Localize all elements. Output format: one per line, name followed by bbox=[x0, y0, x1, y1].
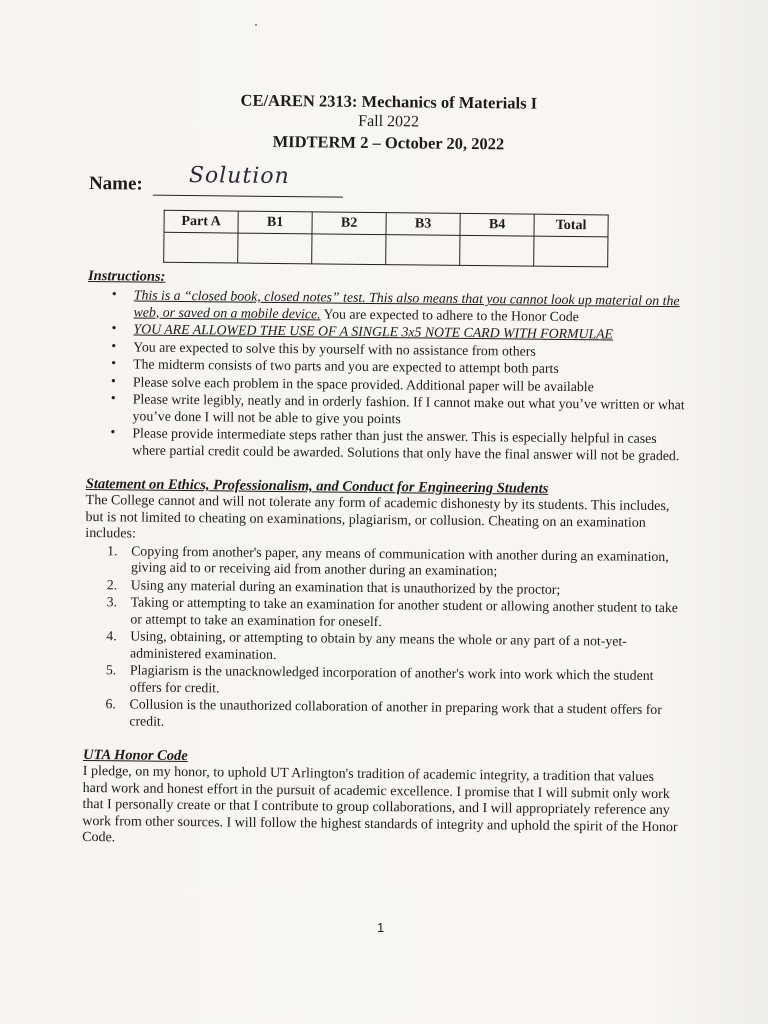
instruction-text: Please provide intermediate steps rather than just the answer. This is especially helpful in cases where partial credit could be awarded. Solutions that only have the final answer will not be graded. bbox=[132, 425, 680, 463]
ethics-item-text: Taking or attempting to take an examination for another student or allowing another student to take or attempt to take an examination for oneself. bbox=[130, 594, 678, 629]
instruction-item bbox=[132, 391, 684, 430]
page-content bbox=[82, 88, 688, 853]
ethics-item-number: 3. bbox=[106, 594, 118, 610]
score-cell-part-a[interactable] bbox=[164, 232, 238, 263]
course-title: CE/AREN 2313: Mechanics of Materials I bbox=[240, 90, 538, 113]
ethics-item bbox=[105, 662, 682, 701]
instructions-heading: Instructions: bbox=[87, 267, 166, 285]
ethics-item bbox=[105, 696, 681, 735]
instruction-text: You are expected to solve this by yourself with no assistance from others bbox=[133, 338, 536, 359]
name-row bbox=[89, 165, 687, 201]
score-col-b3: B3 bbox=[386, 213, 460, 236]
ethics-item-number: 6. bbox=[105, 696, 116, 712]
score-cell-total[interactable] bbox=[534, 236, 608, 267]
ethics-item-text: Using any material during an examination that is unauthorized by the proctor; bbox=[130, 576, 561, 597]
instruction-text: Please write legibly, neatly and in orderly fashion. If I cannot make out what you’ve written or what you’ve done I will not be able to give you points bbox=[132, 391, 685, 426]
ethics-item bbox=[106, 594, 682, 633]
score-table-value-row bbox=[164, 232, 608, 267]
score-cell-b4[interactable] bbox=[460, 235, 534, 266]
handwritten-name: Solution bbox=[188, 163, 290, 190]
ethics-item-number: 4. bbox=[106, 628, 117, 644]
ethics-heading: Statement on Ethics, Professionalism, and Conduct for Engineering Students bbox=[85, 475, 549, 497]
name-field[interactable] bbox=[153, 163, 343, 198]
score-table bbox=[163, 210, 609, 268]
name-label: Name: bbox=[88, 172, 143, 195]
score-col-b4: B4 bbox=[460, 213, 534, 236]
exam-title: MIDTERM 2 – October 20, 2022 bbox=[272, 131, 505, 154]
instruction-text: You are expected to adhere to the Honor Code bbox=[320, 305, 579, 324]
instruction-item bbox=[134, 287, 686, 326]
ethics-item bbox=[106, 628, 682, 667]
ethics-item-text: Plagiarism is the unacknowledged incorporation of another's work into work which the student offers for credit. bbox=[129, 662, 654, 695]
score-cell-b2[interactable] bbox=[312, 234, 386, 265]
honor-code-heading: UTA Honor Code bbox=[82, 746, 188, 765]
instructions-list bbox=[86, 287, 686, 464]
score-cell-b1[interactable] bbox=[238, 233, 312, 264]
instruction-underlined: This is a “closed book, closed notes” test. This also means that you cannot look up material on the web, or saved on a mobile device. bbox=[133, 287, 680, 321]
ethics-item-text: Copying from another's paper, any means of communication with another during an examination, giving aid to or receiving aid from another during an examination; bbox=[130, 542, 669, 579]
ethics-item-number: 1. bbox=[107, 542, 118, 558]
ethics-item-number: 5. bbox=[105, 662, 117, 678]
ethics-item-number: 2. bbox=[106, 576, 118, 592]
ethics-item-text: Using, obtaining, or attempting to obtain by any means the whole or any part of a not-yet-administered examination. bbox=[130, 628, 627, 662]
ethics-item bbox=[107, 542, 683, 582]
ethics-intro: The College cannot and will not tolerate any form of academic dishonesty by its students. This includes, but is not limited to cheating on examinations, plagiarism, or collusion. Cheating on an examination includes: bbox=[85, 492, 670, 542]
instruction-text: Please solve each problem in the space provided. Additional paper will be available bbox=[132, 373, 594, 394]
ethics-item-text: Collusion is the unauthorized collaboration of another in preparing work that a student offers for credit. bbox=[129, 696, 662, 729]
score-cell-b3[interactable] bbox=[386, 235, 460, 266]
score-col-part-a: Part A bbox=[164, 210, 238, 233]
honor-code-text: I pledge, on my honor, to uphold UT Arlington's tradition of academic integrity, a tradition that values hard work and honest effort in the pursuit of academic excellence. I promise that I will submit only work that I personally create or that I contribute to group collaborations, and I will appropriately reference any work from other sources. I will follow the highest standards of integrity and uphold the spirit of the Honor Code. bbox=[82, 763, 678, 846]
ethics-list bbox=[83, 542, 683, 735]
score-col-b2: B2 bbox=[312, 212, 386, 235]
scan-speck bbox=[255, 24, 257, 26]
term: Fall 2022 bbox=[358, 112, 420, 131]
instruction-item bbox=[132, 425, 684, 464]
instruction-underlined: YOU ARE ALLOWED THE USE OF A SINGLE 3x5 NOTE CARD WITH FORMULAE bbox=[133, 321, 614, 342]
score-col-total: Total bbox=[534, 214, 608, 237]
page-number: 1 bbox=[377, 920, 385, 935]
score-col-b1: B1 bbox=[238, 211, 312, 234]
instruction-text: The midterm consists of two parts and you are expected to attempt both parts bbox=[133, 356, 559, 376]
